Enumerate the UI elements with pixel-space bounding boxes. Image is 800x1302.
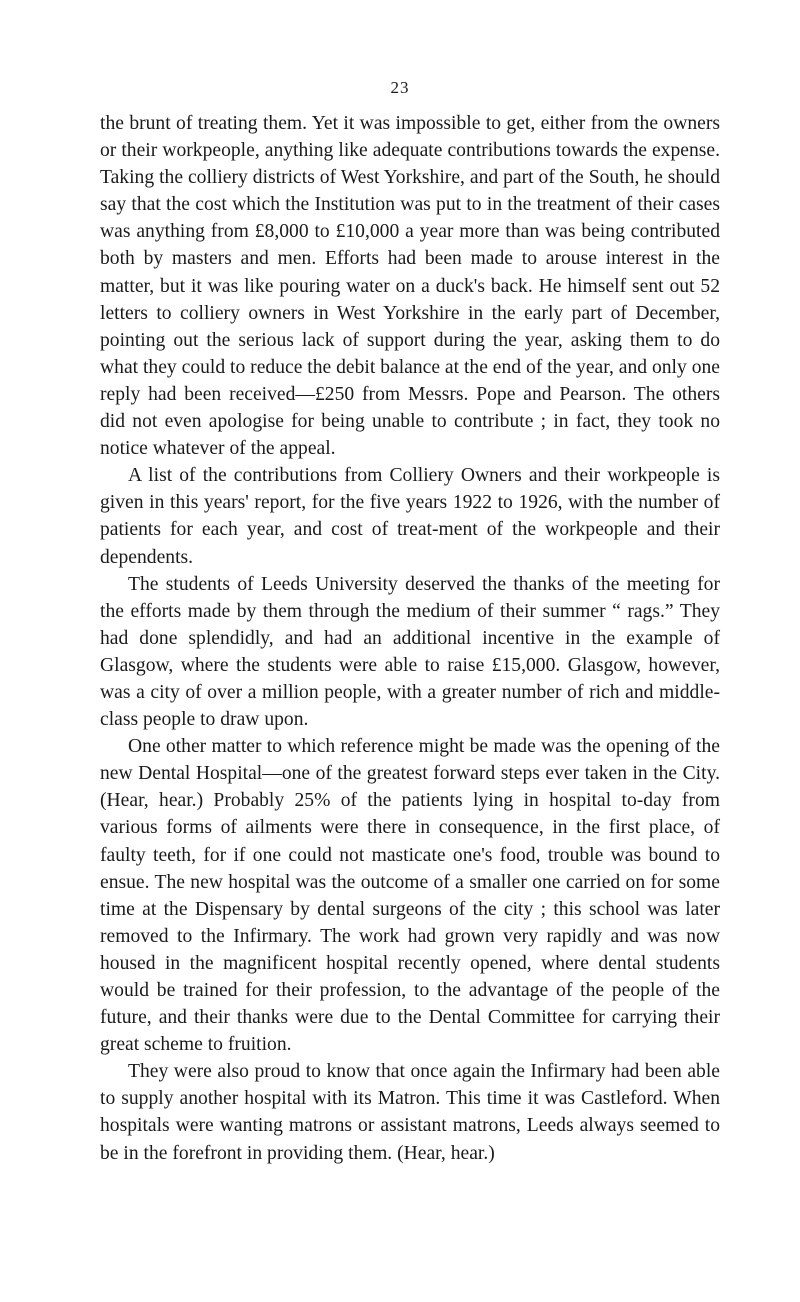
paragraph-colliery-contributions: the brunt of treating them. Yet it was impossible to get, either from the owners or their workpeople, anything like adequate contributions towards the expense. Taking the colliery districts of West Yorkshire, and part of the South, he should say that the cost which the Institution was put to in the treatment of their cases was anything from £8,000 to £10,000 a year more than was being contributed both by masters and men. Efforts had been made to arouse interest in the matter, but it was like pouring water on a duck's back. He himself sent out 52 letters to colliery owners in West Yorkshire in the early part of December, pointing out the serious lack of support during the year, asking them to do what they could to reduce the debit balance at the end of the year, and only one reply had been received—£250 from Messrs. Pope and Pearson. The others did not even apologise for being unable to contribute ; in fact, they took no notice whatever of the appeal. bbox=[100, 113, 720, 460]
paragraph-contributions-list: A list of the contributions from Colliery Owners and their workpeople is given in this years' report, for the five years 1922 to 1926, with the number of patients for each year, and cost of treat-ment of the workpeople and their dependents. bbox=[100, 465, 720, 568]
body-text bbox=[100, 110, 720, 1167]
paragraph-university-students: The students of Leeds University deserved the thanks of the meeting for the efforts made by them through the medium of their summer “ rags.” They had done splendidly, and had an additional incentive in the example of Glasgow, where the students were able to raise £15,000. Glasgow, however, was a city of over a million people, with a greater number of rich and middle-class people to draw upon. bbox=[100, 573, 720, 731]
paragraph-dental-hospital: One other matter to which reference might be made was the opening of the new Dental Hospital—one of the greatest forward steps ever taken in the City. (Hear, hear.) Probably 25% of the patients lying in hospital to-day from various forms of ailments were there in consequence, in the first place, of faulty teeth, for if one could not masticate one's food, trouble was bound to ensue. The new hospital was the outcome of a smaller one carried on for some time at the Dispensary by dental surgeons of the city ; this school was later removed to the Infirmary. The work had grown very rapidly and was now housed in the magnificent hospital recently opened, where dental students would be trained for their profession, to the advantage of the people of the future, and their thanks were due to the Dental Committee for carrying their great scheme to fruition. bbox=[100, 736, 720, 1056]
paragraph-matron-castleford: They were also proud to know that once again the Infirmary had been able to supply another hospital with its Matron. This time it was Castleford. When hospitals were wanting matrons or assistant matrons, Leeds always seemed to be in the forefront in providing them. (Hear, hear.) bbox=[100, 1061, 720, 1164]
page-number: 23 bbox=[390, 78, 410, 97]
